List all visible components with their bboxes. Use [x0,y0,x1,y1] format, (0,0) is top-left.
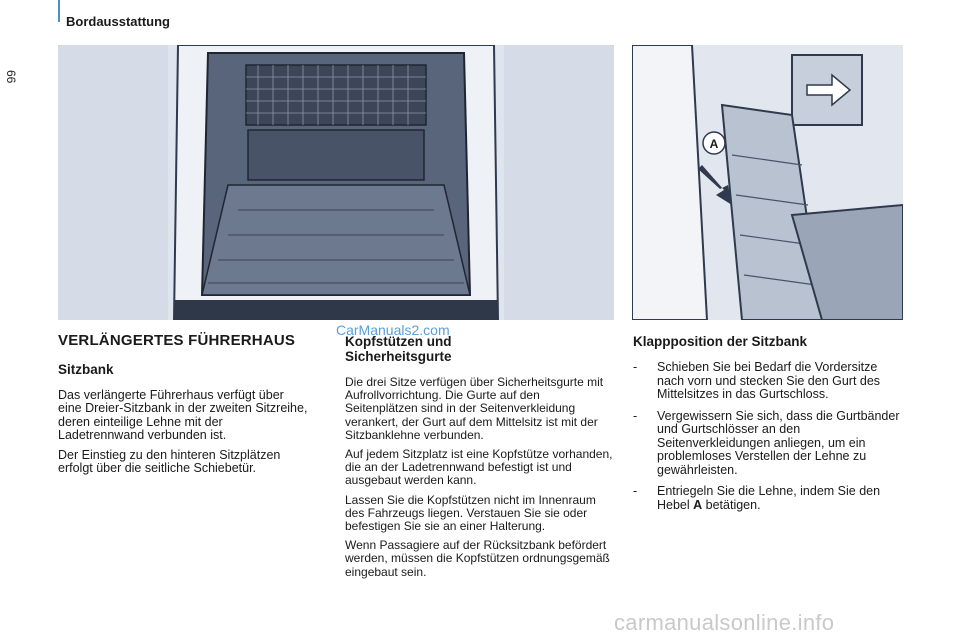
bullet-marker: - [633,360,638,374]
list-item: - Schieben Sie bei Bedarf die Vordersitze nach vorn und stecken Sie den Gurt des Mittelsitzes in das Gurtschloss. [633,360,881,401]
list-item: - Vergewissern Sie sich, dass die Gurtbänder und Gurtschlösser an den Seitenverkleidungen anliegen, um ein problemloses Verstellen der Lehne zu gewährleisten. [633,408,900,477]
seat-fold-illustration [632,45,903,320]
lever-label: A [709,137,719,151]
page-number: 66 [4,70,18,84]
bullet-marker: - [633,408,638,423]
paragraph: Der Einstieg zu den hinteren Sitzplätzen erfolgt über die seitliche Schiebetür. [58,447,281,475]
heading-fold-position: Klappposition der Sitzbank [633,334,808,349]
subheading-sitzbank: Sitzbank [58,361,114,377]
section-title: Bordausstattung [66,14,170,29]
bullet-marker: - [633,484,638,498]
column-headrests-belts [345,334,615,585]
lever-reference: A [693,497,703,512]
paragraph: Wenn Passagiere auf der Rücksitzbank befördert werden, müssen die Kopfstützen ordnungsgemäß eingebaut sein. [345,538,610,579]
main-heading: VERLÄNGERTES FÜHRERHAUS [58,332,296,349]
paragraph: Die drei Sitze verfügen über Sicherheitsgurte mit Aufrollvorrichtung. Die Gurte auf den Seitenplätzen sind in der Seitenverkleidung verankert, der Gurt auf dem Mittelsitz ist mit der Sitzbanklehne verbunden. [345,375,604,442]
paragraph: Auf jedem Sitzplatz ist eine Kopfstütze vorhanden, die an der Ladetrennwand befestigt ist und ausgebaut werden kann. [345,447,613,488]
heading-headrests: Kopfstützen und Sicherheitsgurte [345,334,452,364]
paragraph: Lassen Sie die Kopfstützen nicht im Innenraum des Fahrzeugs liegen. Verstauen Sie sie oder befestigen Sie sie an einer Halterung. [345,492,596,534]
column-extended-cab [58,334,308,482]
instruction-list [633,361,905,512]
watermark-bottom: carmanualsonline.info [614,610,835,635]
paragraph: Das verlängerte Führerhaus verfügt über eine Dreier-Sitzbank in der zweiten Sitzreihe, deren einteilige Lehne mit der Ladetrennwand verbunden ist. [58,387,308,442]
watermark-top: CarManuals2.com [336,322,450,338]
column-fold-position [633,334,905,520]
accent-bar [58,0,60,22]
list-item: - Entriegeln Sie die Lehne, indem Sie den Hebel A betätigen. [633,484,881,512]
cargo-area-illustration [58,45,614,320]
